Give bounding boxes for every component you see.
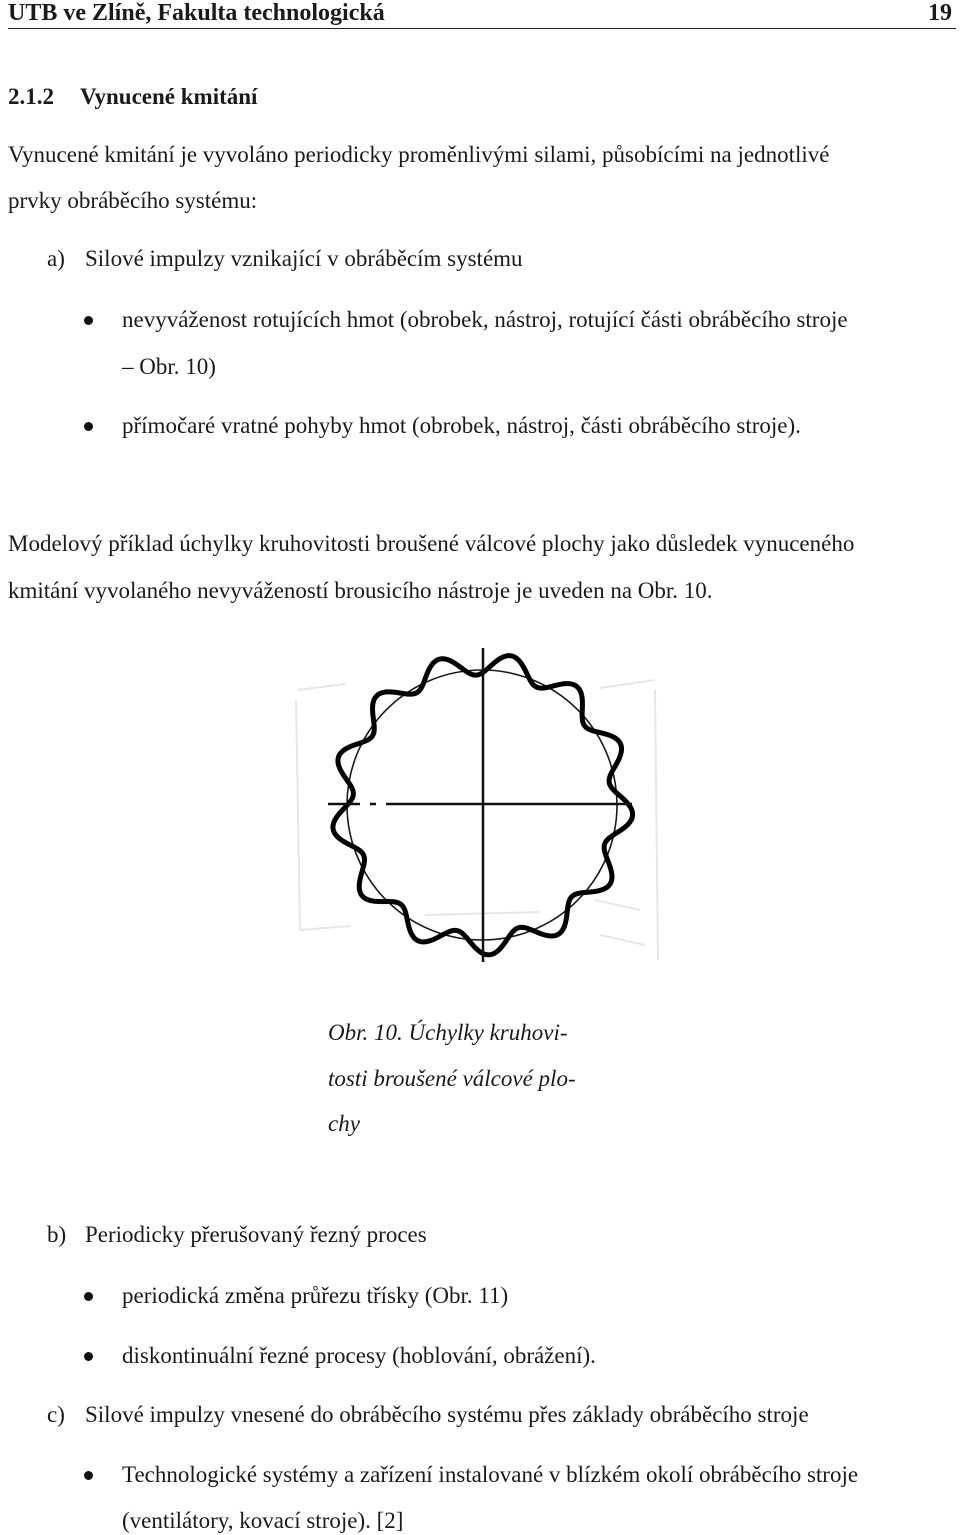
item-c-text: Silové impulzy vnesené do obráběcího systému přes základy obráběcího stroje [85, 1402, 809, 1427]
page-number: 19 [928, 0, 952, 26]
item-c-bullet-1-line-2: (ventilátory, kovací stroje). [2] [122, 1508, 404, 1533]
intro-line-1: Vynucené kmitání je vyvoláno periodicky proměnlivými silami, působícími na jednotlivé [8, 142, 830, 167]
figure-caption-line-1: Obr. 10. Úchylky kruhovi- [328, 1020, 568, 1045]
item-b-marker: b) [47, 1222, 67, 1247]
model-paragraph-line-1: Modelový příklad úchylky kruhovitosti broušené válcové plochy jako důsledek vynuceného [8, 531, 855, 556]
figure-caption-line-2: tosti broušené válcové plo- [328, 1066, 576, 1091]
figure-background-artifacts [296, 680, 658, 960]
header-title: UTB ve Zlíně, Fakulta technologická [8, 0, 385, 26]
item-c-bullet-1-line-1: Technologické systémy a zařízení instalované v blízkém okolí obráběcího stroje [122, 1462, 859, 1487]
item-a-bullet-1-line-1: nevyváženost rotujících hmot (obrobek, nástroj, rotující části obráběcího stroje [122, 307, 848, 332]
item-a-bullet-1-line-2: – Obr. 10) [122, 354, 216, 379]
model-paragraph-line-2: kmitání vyvolaného nevyvážeností brousicího nástroje je uveden na Obr. 10. [8, 578, 713, 603]
item-a-marker: a) [47, 246, 65, 271]
bullet-dot [84, 1352, 93, 1361]
item-c-marker: c) [47, 1402, 65, 1427]
item-b-text: Periodicky přerušovaný řezný proces [85, 1222, 427, 1247]
bullet-dot [84, 1292, 93, 1301]
section-number: 2.1.2 [8, 84, 54, 109]
intro-line-2: prvky obráběcího systému: [8, 188, 258, 213]
item-a-bullet-2-line-1: přímočaré vratné pohyby hmot (obrobek, nástroj, části obráběcího stroje). [122, 413, 801, 438]
figure-caption-line-3: chy [328, 1111, 360, 1136]
item-a-text: Silové impulzy vznikající v obráběcím systému [85, 246, 523, 271]
item-b-bullet-2-line-1: diskontinuální řezné procesy (hoblování, obrážení). [122, 1343, 596, 1368]
bullet-dot [84, 1471, 93, 1480]
item-b-bullet-1-line-1: periodická změna průřezu třísky (Obr. 11) [122, 1283, 509, 1308]
section-title: Vynucené kmitání [80, 84, 258, 109]
